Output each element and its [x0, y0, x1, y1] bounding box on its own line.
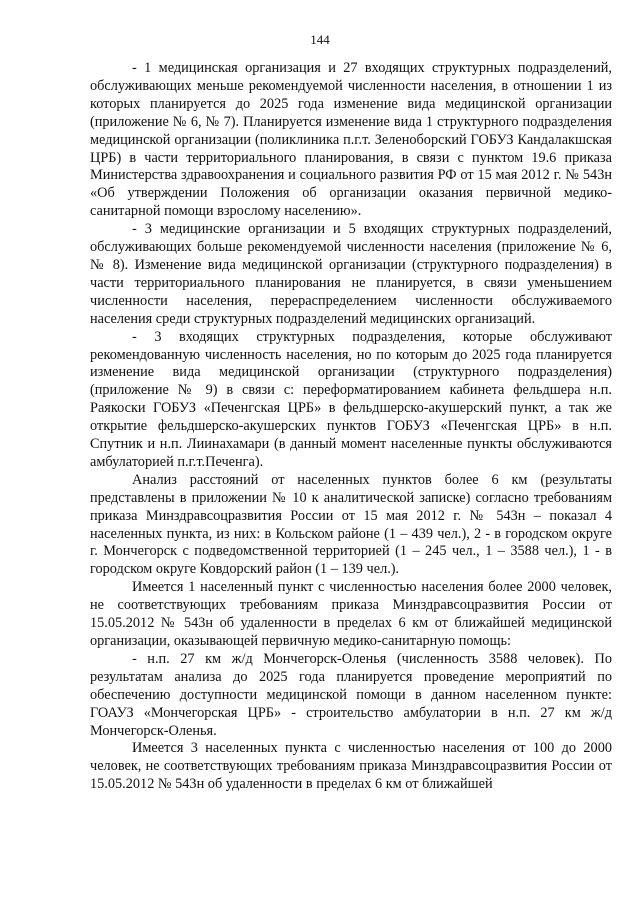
paragraph-small-settlements: Имеется 3 населенных пункта с численностью населения от 100 до 2000 человек, не соответствующих требованиям приказа Минздравсоцразвития России от 15.05.2012 № 543н об удаленности в пределах 6 км от ближайшей — [90, 740, 612, 793]
document-body — [90, 60, 612, 794]
paragraph-overserved-organizations: - 3 медицинские организации и 5 входящих структурных подразделений, обслуживающих больше рекомендуемой численности населения (приложение № 6, № 8). Изменение вида медицинской организации (структурного подразделения) в части территориального планирования не планируется, в связи уменьшением численности населения, перераспределением численности обслуживаемого населения среди структурных подразделений медицинских организаций. — [90, 221, 612, 327]
page-number: 144 — [310, 32, 330, 47]
paragraph-monchegorsk-olenya: - н.п. 27 км ж/д Мончегорск-Оленья (численность 3588 человек). По результатам анализа до 2025 года планируется проведение мероприятий по обеспечению доступности медицинской помощи в данном населенном пункте: ГОАУЗ «Мончегорская ЦРБ» - строительство амбулатории в н.п. 27 км ж/д Мончегорск-Оленья. — [90, 650, 612, 739]
paragraph-distance-analysis: Анализ расстояний от населенных пунктов более 6 км (результаты представлены в приложении № 10 к аналитической записке) согласно требованиям приказа Минздравсоцразвития России от 15 мая 2012 г. № 543н – показал 4 населенных пункта, из них: в Кольском районе (1 – 439 чел.), 2 - в городском округе г. Мончегорск с подведомственной территорией (1 – 245 чел., 1 – 3588 чел.), 1 - в городском округе Ковдорский район (1 – 139 чел.). — [90, 471, 612, 578]
paragraph-recommended-units: - 3 входящих структурных подразделения, которые обслуживают рекомендованную численность населения, но по которым до 2025 года планируется изменение вида медицинской организации (структурного подразделения) (приложение № 9) в связи с: переформатированием кабинета фельдшера н.п. Раякоски ГОБУЗ «Печенгская ЦРБ» в фельдшерско-акушерский пункт, а так же открытие фельдшерско-акушерских пунктов ГОБУЗ «Печенгская ЦРБ» в н.п. Спутник и н.п. Лиинахамари (в данный момент населенные пункты обслуживаются амбулаторией п.г.т.Печенга). — [90, 328, 612, 470]
paragraph-underserved-organizations: - 1 медицинская организация и 27 входящих структурных подразделений, обслуживающих меньше рекомендуемой численности населения, в отношении 1 из которых планируется до 2025 года изменение вида медицинской организации (приложение № 6, № 7). Планируется изменение вида 1 структурного подразделения медицинской организации (поликлиника п.г.т. Зеленоборский ГОБУЗ Кандалакшская ЦРБ) в части территориального планирования, в связи с пунктом 19.6 приказа Министерства здравоохранения и социального развития РФ от 15 мая 2012 г. № 543н «Об утверждении Положения об организации оказания первичной медико-санитарной помощи взрослому населению». — [90, 60, 612, 220]
paragraph-large-settlement: Имеется 1 населенный пункт с численностью населения более 2000 человек, не соответствующих требованиям приказа Минздравсоцразвития России от 15.05.2012 № 543н об удаленности в пределах 6 км от ближайшей медицинской организации, оказывающей первичную медико-санитарную помощь: — [90, 579, 612, 649]
